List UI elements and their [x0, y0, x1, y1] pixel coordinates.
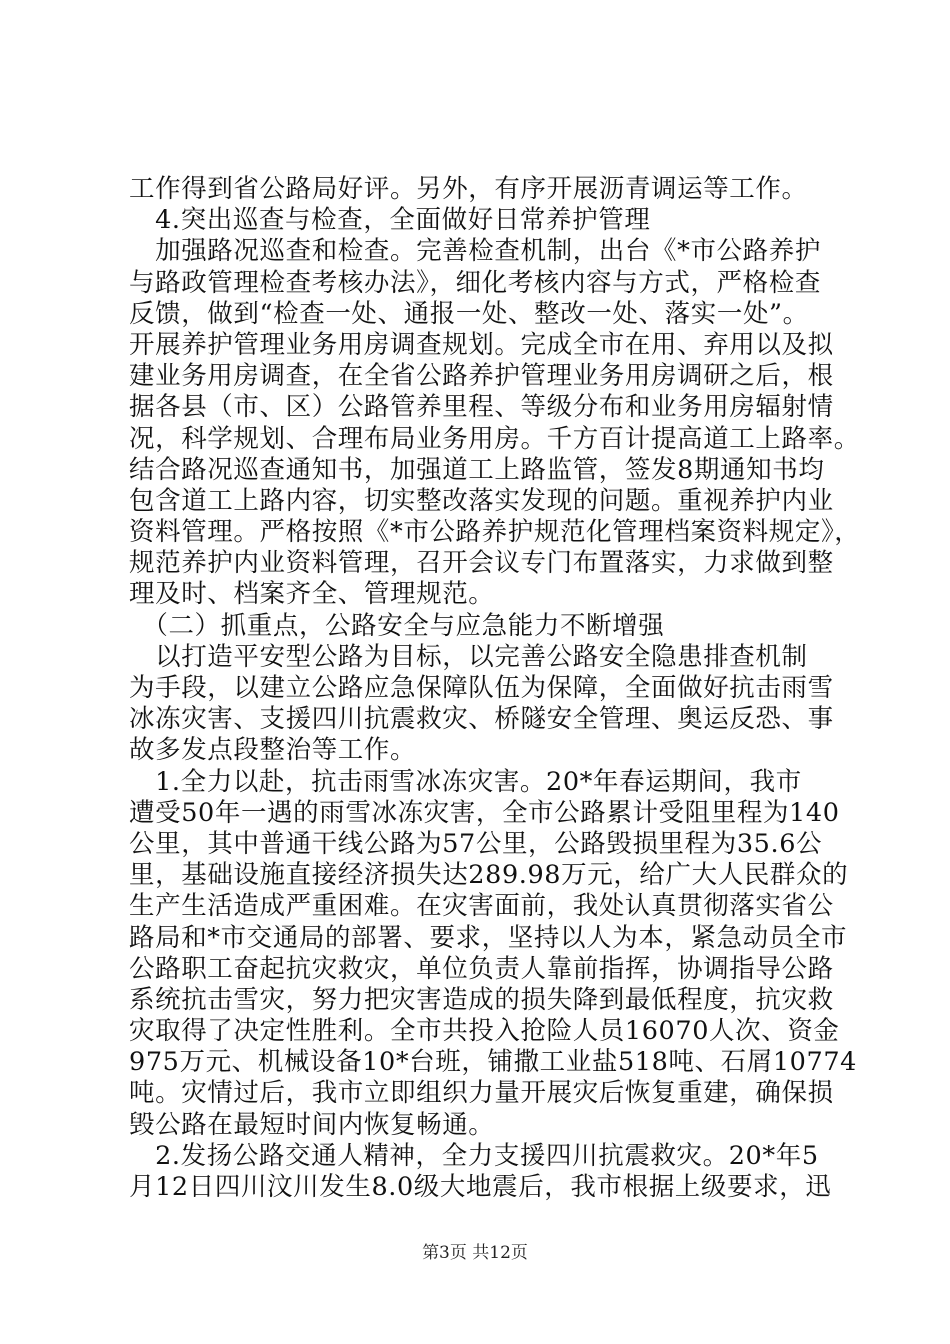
text-line: 毁公路在最短时间内恢复畅通。	[129, 1109, 495, 1140]
text-line: 据各县（市、区）公路管养里程、等级分布和业务用房辐射情	[129, 392, 834, 423]
text-line: 冰冻灾害、支援四川抗震救灾、桥隧安全管理、奥运反恐、事	[129, 704, 834, 735]
text-line: 资料管理。严格按照《*市公路养护规范化管理档案资料规定》，	[129, 517, 861, 548]
text-line: 系统抗击雪灾，努力把灾害造成的损失降到最低程度，抗灾救	[129, 984, 834, 1015]
text-line: 包含道工上路内容，切实整改落实发现的问题。重视养护内业	[129, 485, 834, 516]
text-line: 公里，其中普通干线公路为57公里，公路毁损里程为35.6公	[129, 828, 823, 859]
text-line: 公路职工奋起抗灾救灾，单位负责人靠前指挥，协调指导公路	[129, 953, 834, 984]
text-line: 理及时、档案齐全、管理规范。	[129, 579, 495, 610]
text-line: 月12日四川汶川发生8.0级大地震后，我市根据上级要求，迅	[129, 1172, 832, 1202]
text-line: 与路政管理检查考核办法》，细化考核内容与方式，严格检查	[129, 267, 821, 298]
text-line: 为手段，以建立公路应急保障队伍为保障，全面做好抗击雨雪	[129, 673, 834, 703]
page-number-footer: 第3页 共12页	[422, 1243, 528, 1263]
text-line: 加强路况巡查和检查。完善检查机制，出台《*市公路养护	[129, 236, 821, 267]
text-line: 规范养护内业资料管理，召开会议专门布置落实，力求做到整	[129, 548, 834, 579]
text-line: 里，基础设施直接经济损失达289.98万元，给广大人民群众的	[129, 860, 849, 891]
text-line: 遭受50年一遇的雨雪冰冻灾害，全市公路累计受阻里程为140	[129, 797, 840, 828]
text-line: 故多发点段整治等工作。	[129, 735, 417, 766]
text-line: 吨。灾情过后，我市立即组织力量开展灾后恢复重建，确保损	[129, 1078, 834, 1109]
text-line: 结合路况巡查通知书，加强道工上路监管，签发8期通知书均	[129, 454, 825, 485]
section-heading: 4.突出巡查与检查，全面做好日常养护管理	[129, 205, 651, 236]
text-line: 工作得到省公路局好评。另外，有序开展沥青调运等工作。	[129, 174, 808, 204]
body-text	[129, 174, 861, 1203]
text-line: 生产生活造成严重困难。在灾害面前，我处认真贯彻落实省公	[129, 891, 834, 922]
text-line: 开展养护管理业务用房调查规划。完成全市在用、弃用以及拟	[129, 329, 834, 360]
text-line: 以打造平安型公路为目标，以完善公路安全隐患排查机制	[129, 641, 808, 672]
text-line: 灾取得了决定性胜利。全市共投入抢险人员16070人次、资金	[129, 1016, 840, 1047]
text-line: 反馈，做到“检查一处、通报一处、整改一处、落实一处”。	[129, 298, 809, 329]
text-line: 2.发扬公路交通人精神，全力支援四川抗震救灾。20*年5	[129, 1140, 819, 1171]
text-line: 1.全力以赴，抗击雨雪冰冻灾害。20*年春运期间，我市	[129, 766, 802, 797]
text-line: 况，科学规划、合理布局业务用房。千方百计提高道工上路率。	[129, 423, 860, 454]
text-line: 建业务用房调查，在全省公路养护管理业务用房调研之后，根	[129, 361, 834, 392]
text-line: 975万元、机械设备10*台班，铺撒工业盐518吨、石屑10774	[129, 1047, 857, 1078]
text-line: 路局和*市交通局的部署、要求，坚持以人为本，紧急动员全市	[129, 922, 848, 953]
section-heading: （二）抓重点，公路安全与应急能力不断增强	[129, 610, 665, 641]
